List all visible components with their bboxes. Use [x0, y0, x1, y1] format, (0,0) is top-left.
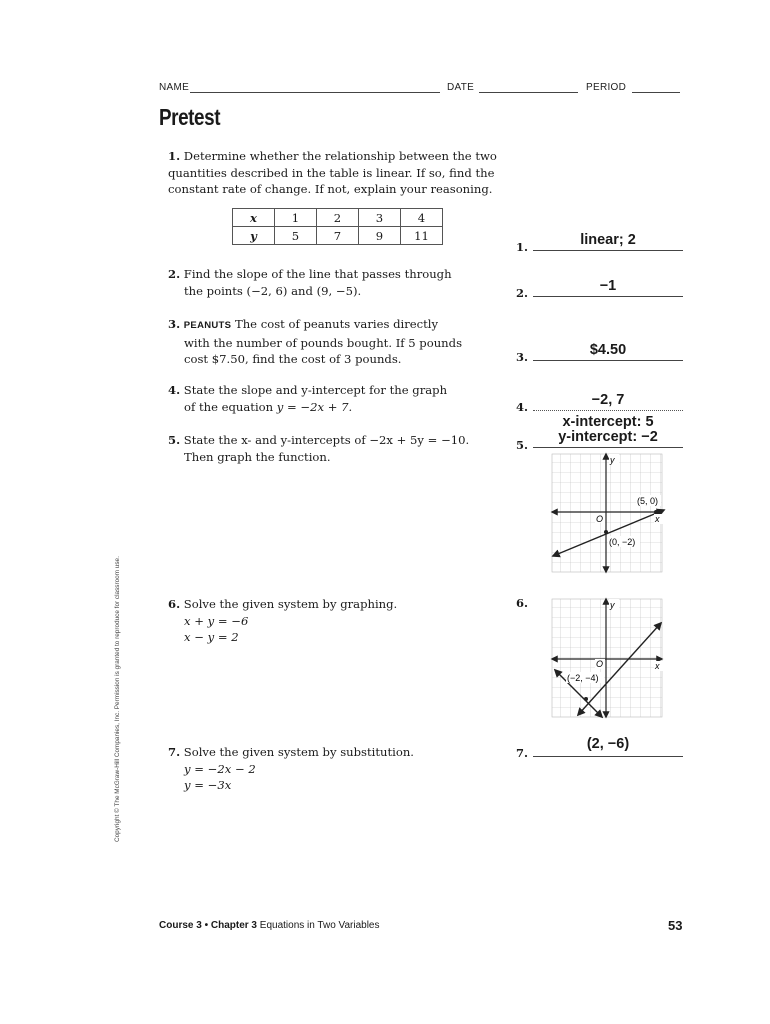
answer-number-7: 7. [516, 746, 529, 760]
page-number: 53 [668, 918, 683, 933]
question-text: the points (−2, 6) and (9, −5). [184, 283, 362, 298]
table-header-y: y [233, 227, 275, 245]
question-tag: PEANUTS [183, 320, 232, 331]
copyright-notice: Copyright © The McGraw-Hill Companies, Inc. Permission is granted to reproduce for classroom use. [114, 556, 121, 842]
point-label-5-0: (5, 0) [637, 496, 659, 506]
question-number: 2. [168, 267, 181, 281]
table-cell: 4 [401, 209, 443, 227]
answer-number-6: 6. [516, 596, 529, 610]
table-cell: 7 [317, 227, 359, 245]
question-text: State the slope and y-intercept for the graph [183, 383, 448, 397]
question-text: with the number of pounds bought. If 5 pounds [184, 335, 463, 350]
question-number: 6. [168, 597, 181, 611]
origin-label: O [596, 659, 604, 669]
answer-number-1: 1. [516, 240, 529, 254]
question-text: State the x- and y-intercepts of −2x + 5y = −10. [183, 433, 470, 447]
equation: x − y = 2 [184, 630, 239, 644]
point-label-neg2-neg4: (−2, −4) [567, 673, 599, 683]
table-cell: 5 [275, 227, 317, 245]
point-label-0-neg2: (0, −2) [609, 537, 636, 547]
question-number: 5. [168, 433, 181, 447]
answer-4: −2, 7 [591, 392, 625, 408]
question-7 [168, 744, 508, 794]
footer-topic: Equations in Two Variables [259, 920, 380, 931]
question-text: Solve the given system by graphing. [183, 597, 398, 611]
table-header-x: x [233, 209, 275, 227]
question-text: Determine whether the relationship between the two quantities described in the table is linear. If so, find the constant rate of change. If not, explain your reasoning. [168, 149, 497, 196]
footer-course: Course 3 [159, 920, 202, 931]
answer-line-4[interactable] [533, 410, 683, 411]
question-number: 4. [168, 383, 181, 397]
answer-line-1[interactable] [533, 250, 683, 251]
date-label: DATE [447, 82, 475, 93]
graph-6 [550, 597, 666, 719]
question-number: 1. [168, 149, 181, 163]
intersection-point [584, 697, 588, 701]
table-cell: 11 [401, 227, 443, 245]
table-cell: 1 [275, 209, 317, 227]
table-cell: 9 [359, 227, 401, 245]
question-text: cost $7.50, find the cost of 3 pounds. [184, 352, 402, 366]
answer-3: $4.50 [589, 342, 627, 358]
equation: x + y = −6 [184, 613, 249, 628]
x-axis-label: x [655, 514, 660, 524]
question-text: The cost of peanuts varies directly [234, 317, 439, 331]
date-field-line[interactable] [479, 92, 578, 93]
question-number: 3. [168, 317, 181, 331]
answer-7: (2, −6) [586, 736, 630, 752]
question-number: 7. [168, 745, 181, 759]
xy-table [232, 208, 443, 245]
y-axis-label: y [610, 600, 615, 610]
equation: y = −3x [184, 778, 232, 792]
answer-number-3: 3. [516, 350, 529, 364]
table-row-x [233, 209, 443, 227]
table-cell: 3 [359, 209, 401, 227]
table-cell: 2 [317, 209, 359, 227]
name-label: NAME [159, 82, 190, 93]
answer-5-x-intercept: x-intercept: 5 [562, 414, 654, 430]
answer-1: linear; 2 [580, 232, 636, 248]
origin-label: O [596, 514, 604, 524]
graph-5 [550, 452, 666, 574]
graph-grid [552, 599, 662, 717]
question-5 [168, 432, 508, 465]
footer-bullet: • [204, 920, 209, 931]
question-text: Then graph the function. [184, 449, 331, 464]
answer-5-y-intercept: y-intercept: −2 [558, 429, 658, 445]
answer-number-4: 4. [516, 400, 529, 414]
equation: y = −2x − 2 [184, 761, 256, 776]
page-title: Pretest [159, 104, 221, 130]
question-6 [168, 596, 508, 646]
period-field-line[interactable] [632, 92, 680, 93]
answer-number-2: 2. [516, 286, 529, 300]
period-label: PERIOD [586, 82, 627, 93]
y-axis-label: y [610, 455, 615, 465]
footer-chapter: Chapter 3 [210, 920, 257, 931]
answer-line-7[interactable] [533, 756, 683, 757]
answer-line-5[interactable] [533, 447, 683, 448]
footer [159, 920, 379, 931]
question-4 [168, 382, 508, 415]
question-text: Find the slope of the line that passes through [183, 267, 452, 281]
point-0-neg2 [604, 530, 608, 534]
answer-number-5: 5. [516, 438, 529, 452]
name-field-line[interactable] [190, 92, 440, 93]
answer-2: −1 [599, 278, 617, 294]
answer-line-3[interactable] [533, 360, 683, 361]
answer-line-2[interactable] [533, 296, 683, 297]
question-1 [168, 148, 513, 198]
table-row-y [233, 227, 443, 245]
graph-grid [552, 454, 662, 572]
question-3 [168, 316, 508, 368]
question-text: of the equation [184, 399, 277, 414]
x-axis-label: x [655, 661, 660, 671]
question-2 [168, 266, 508, 299]
equation: y = −2x + 7. [276, 399, 353, 414]
question-text: Solve the given system by substitution. [183, 745, 414, 759]
